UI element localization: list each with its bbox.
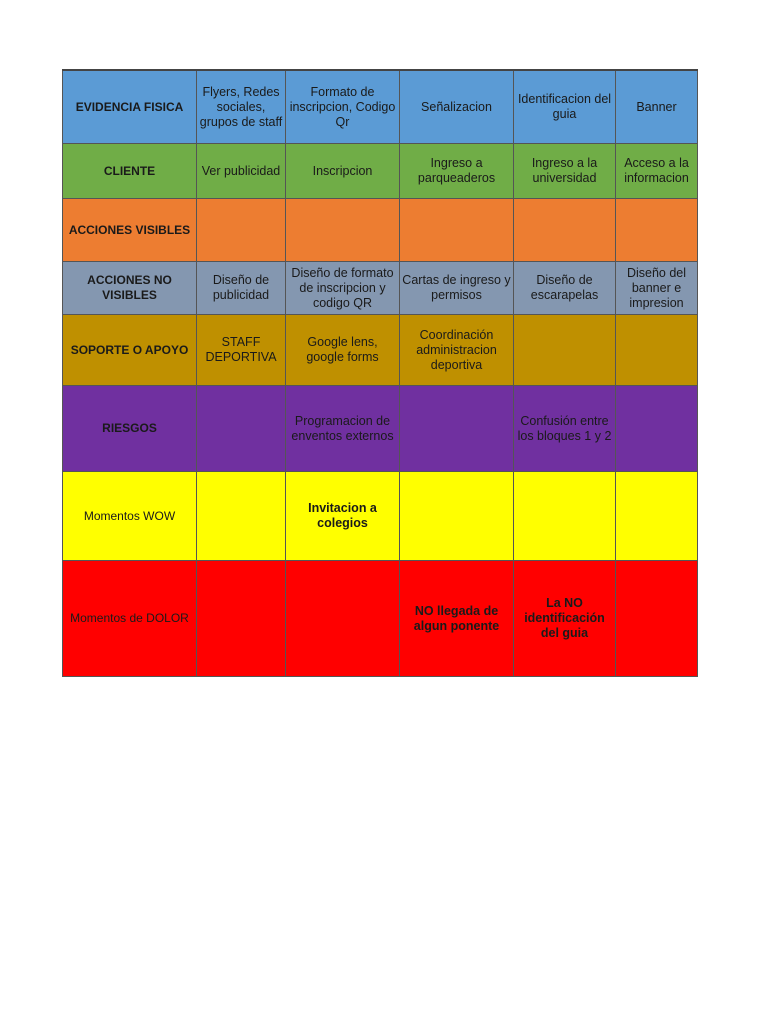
row-evidencia-fisica <box>63 70 698 144</box>
table-cell: Diseño de publicidad <box>197 262 286 315</box>
row-momentos-wow <box>63 472 698 561</box>
table-cell: La NO identificación del guia <box>514 561 616 677</box>
row-header: Momentos de DOLOR <box>63 561 197 677</box>
table-cell: Google lens, google forms <box>286 315 400 386</box>
table-cell <box>514 315 616 386</box>
row-header: EVIDENCIA FISICA <box>63 70 197 144</box>
table-cell: Diseño del banner e impresion <box>616 262 698 315</box>
table-cell <box>286 199 400 262</box>
table-cell: Banner <box>616 70 698 144</box>
table-cell: STAFF DEPORTIVA <box>197 315 286 386</box>
table-cell <box>197 386 286 472</box>
table-cell <box>616 561 698 677</box>
table-cell: Formato de inscripcion, Codigo Qr <box>286 70 400 144</box>
table-cell: Invitacion a colegios <box>286 472 400 561</box>
row-momentos-de-dolor <box>63 561 698 677</box>
row-cliente <box>63 144 698 199</box>
table-cell <box>197 561 286 677</box>
table-cell: Confusión entre los bloques 1 y 2 <box>514 386 616 472</box>
table-cell: Coordinación administracion deportiva <box>400 315 514 386</box>
service-blueprint-table <box>62 69 698 677</box>
table-cell <box>400 199 514 262</box>
table-cell <box>616 315 698 386</box>
table-cell: Acceso a la informacion <box>616 144 698 199</box>
row-header: Momentos WOW <box>63 472 197 561</box>
table-cell: NO llegada de algun ponente <box>400 561 514 677</box>
table-cell <box>197 472 286 561</box>
table-cell: Inscripcion <box>286 144 400 199</box>
row-acciones-no-visibles <box>63 262 698 315</box>
table-cell: Ingreso a la universidad <box>514 144 616 199</box>
table-cell <box>616 472 698 561</box>
row-soporte-o-apoyo <box>63 315 698 386</box>
row-header: ACCIONES NO VISIBLES <box>63 262 197 315</box>
table-cell: Programacion de enventos externos <box>286 386 400 472</box>
table-cell <box>197 199 286 262</box>
table-cell: Identificacion del guia <box>514 70 616 144</box>
row-header: RIESGOS <box>63 386 197 472</box>
table-cell <box>514 199 616 262</box>
table-cell: Flyers, Redes sociales, grupos de staff <box>197 70 286 144</box>
row-riesgos <box>63 386 698 472</box>
table-cell: Diseño de escarapelas <box>514 262 616 315</box>
row-header: ACCIONES VISIBLES <box>63 199 197 262</box>
row-header: CLIENTE <box>63 144 197 199</box>
table-cell <box>400 472 514 561</box>
table-cell: Ingreso a parqueaderos <box>400 144 514 199</box>
table-cell: Ver publicidad <box>197 144 286 199</box>
table-cell: Diseño de formato de inscripcion y codigo QR <box>286 262 400 315</box>
row-acciones-visibles <box>63 199 698 262</box>
row-header: SOPORTE O APOYO <box>63 315 197 386</box>
table-cell <box>616 199 698 262</box>
table-cell: Cartas de ingreso y permisos <box>400 262 514 315</box>
table-cell <box>286 561 400 677</box>
table-cell <box>400 386 514 472</box>
table-cell <box>514 472 616 561</box>
table-cell <box>616 386 698 472</box>
table-cell: Señalizacion <box>400 70 514 144</box>
